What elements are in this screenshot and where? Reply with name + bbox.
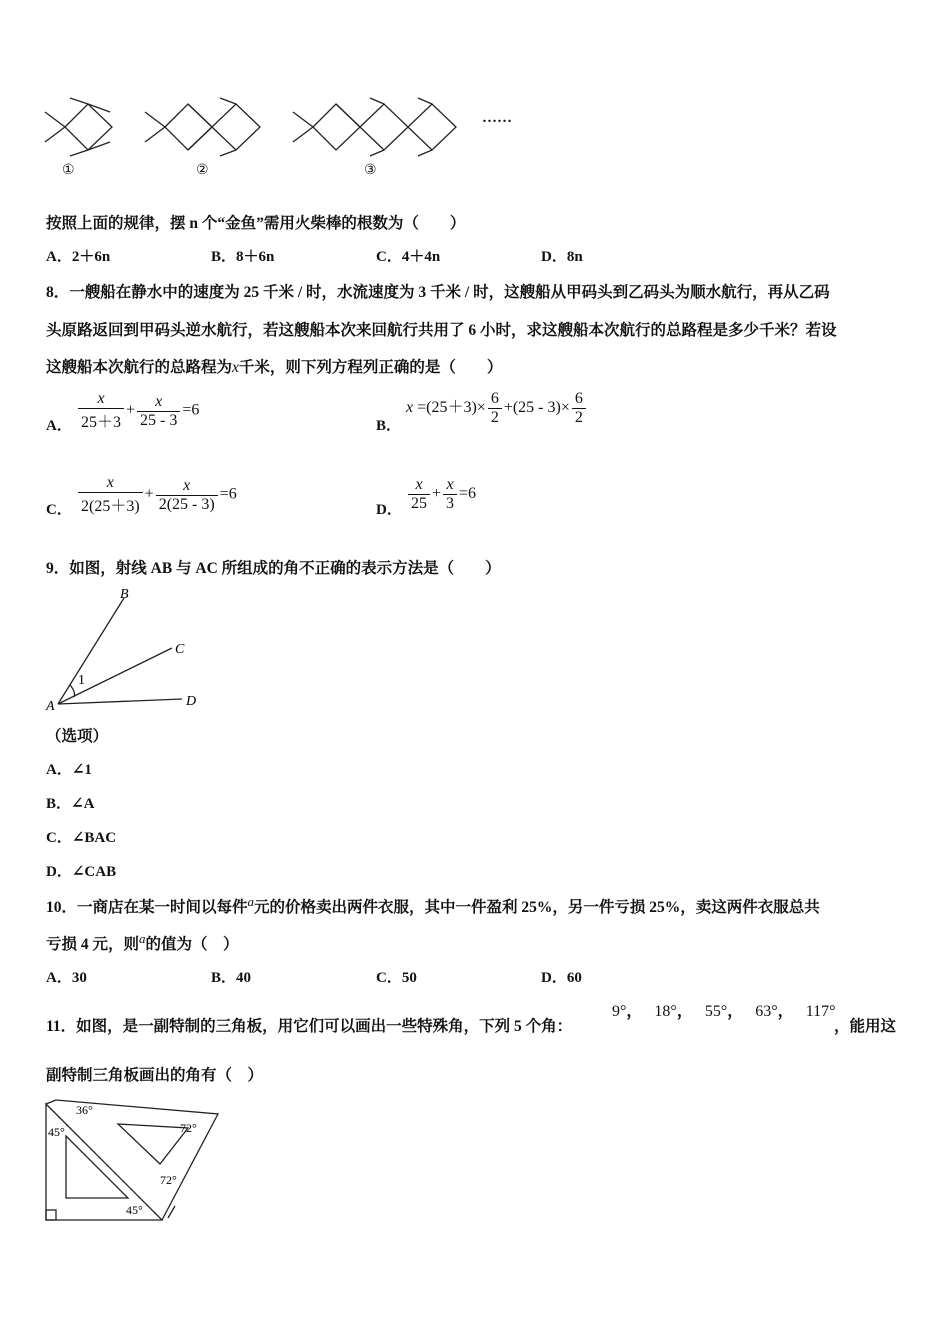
angle-45-bottom-label: 45° [126,1203,143,1217]
angle-117: 117° [805,1003,836,1020]
angle-45-top-label: 45° [48,1125,65,1139]
q7-question: 按照上面的规律，摆 n 个“金鱼”需用火柴棒的根数为（ ） [46,215,466,232]
q8-line-2: 头原路返回到甲码头逆水航行，若这艘船本次来回航行共用了 6 小时，求这艘船本次航行的总路程是多少千米？若设 [46,322,837,339]
q7-option-c: C．4＋4n [376,249,441,265]
angle-72-top-label: 72° [180,1121,197,1135]
q10-option-d: D．60 [541,970,582,986]
q8-option-d-label: D． [376,502,402,518]
q8-option-b-label: B． [376,418,402,434]
sequence-ellipsis: …… [482,110,512,126]
q9-option-d: D．∠CAB [46,864,117,880]
figure-label-2: ② [196,163,209,178]
ray-angle-figure [40,584,220,714]
angle-9: 9° [612,1003,627,1020]
q11-angle-list: 9°， 18°， 55°， 63°， 117° [612,1003,836,1020]
q9-option-b: B．∠A [46,796,95,812]
q9-option-a: A．∠1 [46,762,92,778]
angle-55: 55° [704,1003,728,1020]
q11-line-2: 副特制三角板画出的角有（ ） [46,1067,264,1084]
q10-option-a: A．30 [46,970,87,986]
q10-line-2: 亏损 4 元，则$^a$的值为（ ） [46,931,239,954]
point-a-label: A [46,699,55,714]
point-c-label: C [175,642,185,657]
q7-option-b: B．8＋6n [211,249,275,265]
point-d-label: D [186,694,197,709]
q9-question: 9．如图，射线 AB 与 AC 所组成的角不正确的表示方法是（ ） [46,560,501,577]
q8-option-d-equation: $\frac{x}{25}$ + $\frac{x}{3}$ =6 [406,476,476,513]
angle-1-label: 1 [78,673,85,688]
angle-72-bottom-label: 72° [160,1173,177,1187]
q8-line-3: 这艘船本次航行的总路程为x千米，则下列方程列正确的是（ ） [46,359,503,376]
figure-label-3: ③ [364,163,377,178]
q8-line-1: 8．一艘船在静水中的速度为 25 千米 / 时，水流速度为 3 千米 / 时，这艘船从甲码头到乙码头为顺水航行，再从乙码 [46,284,830,301]
q9-option-c: C．∠BAC [46,830,117,846]
triangle-rulers-figure [40,1094,230,1226]
q8-option-c-label: C． [46,502,72,518]
q10-option-c: C．50 [376,970,417,986]
angle-63: 63° [755,1003,778,1020]
q11-line-1: 11．如图，是一副特制的三角板，用它们可以画出一些特殊角，下列 5 个角： [46,1018,573,1035]
q8-option-a-equation: $\frac{x}{25+3}$ + $\frac{x}{25 - 3}$ =6 [76,390,199,432]
point-b-label: B [120,587,129,602]
figure-label-1: ① [62,163,75,178]
q8-option-b-equation: x =(25＋3)× $\frac{6}{2}$ +(25 - 3)× $\frac{6}{2}$ [406,390,588,427]
angle-18: 18° [654,1003,677,1020]
q9-options-title: （选项） [46,728,109,745]
matchstick-goldfish-figure [40,92,540,162]
q11-line-1-end: ，能用这 [834,1018,897,1035]
q10-line-1: 10．一商店在某一时间以每件$^a$元的价格卖出两件衣服，其中一件盈利 25%，另一件亏损 25%，卖这两件衣服总共 [46,894,820,917]
q8-option-a-label: A． [46,418,72,434]
q7-option-d: D．8n [541,249,583,265]
q8-option-c-equation: $\frac{x}{2(25+3)}$ + $\frac{x}{2(25 - 3)}$ =6 [76,474,237,516]
q7-option-a: A．2＋6n [46,249,111,265]
angle-36-label: 36° [76,1103,93,1117]
q10-option-b: B．40 [211,970,252,986]
